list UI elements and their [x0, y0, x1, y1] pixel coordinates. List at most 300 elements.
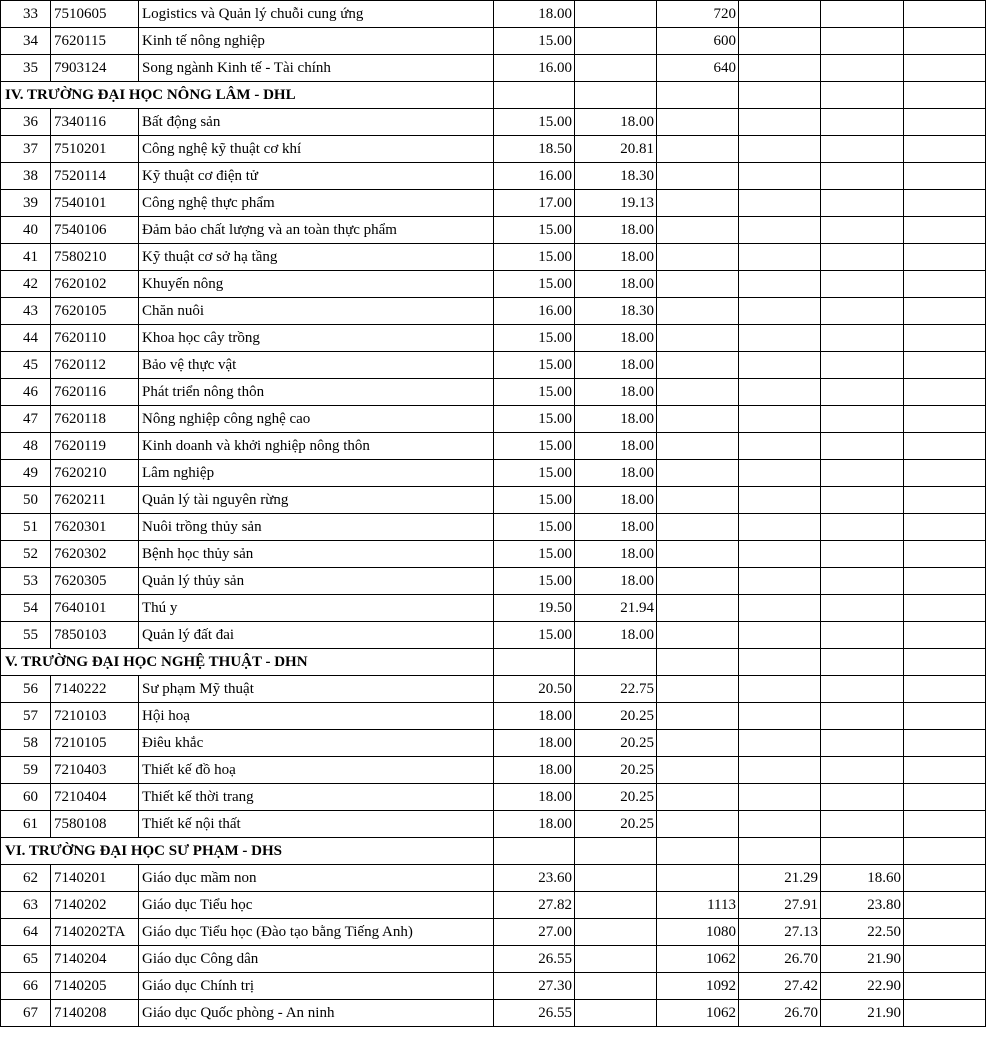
score-cell-1: 19.50 [494, 595, 575, 622]
major-code-cell: 7620102 [51, 271, 139, 298]
section-header-row [1, 838, 986, 865]
score-cell-2: 20.25 [575, 703, 657, 730]
score-cell-4 [739, 622, 821, 649]
score-cell-3 [657, 190, 739, 217]
empty-cell [494, 649, 575, 676]
empty-cell [575, 82, 657, 109]
score-cell-4: 26.70 [739, 1000, 821, 1027]
score-cell-3 [657, 541, 739, 568]
major-name-cell: Công nghệ kỹ thuật cơ khí [139, 136, 494, 163]
score-cell-4 [739, 703, 821, 730]
table-row [1, 757, 986, 784]
score-cell-4 [739, 757, 821, 784]
row-number-cell: 67 [1, 1000, 51, 1027]
score-cell-4 [739, 676, 821, 703]
major-code-cell: 7620119 [51, 433, 139, 460]
major-name-cell: Hội hoạ [139, 703, 494, 730]
score-cell-2: 18.00 [575, 433, 657, 460]
table-row [1, 379, 986, 406]
score-cell-3 [657, 487, 739, 514]
major-code-cell: 7850103 [51, 622, 139, 649]
major-code-cell: 7210105 [51, 730, 139, 757]
empty-cell [904, 649, 986, 676]
empty-cell [904, 595, 986, 622]
score-cell-1: 15.00 [494, 514, 575, 541]
major-name-cell: Chăn nuôi [139, 298, 494, 325]
table-row [1, 55, 986, 82]
score-cell-3 [657, 163, 739, 190]
table-row [1, 406, 986, 433]
score-cell-2: 20.81 [575, 136, 657, 163]
score-cell-4 [739, 460, 821, 487]
major-name-cell: Phát triển nông thôn [139, 379, 494, 406]
empty-cell [904, 676, 986, 703]
score-cell-4 [739, 811, 821, 838]
empty-cell [904, 406, 986, 433]
score-cell-1: 23.60 [494, 865, 575, 892]
section-title: V. TRƯỜNG ĐẠI HỌC NGHỆ THUẬT - DHN [1, 649, 494, 676]
score-cell-4 [739, 271, 821, 298]
empty-cell [904, 460, 986, 487]
empty-cell [904, 55, 986, 82]
empty-cell [904, 784, 986, 811]
empty-cell [904, 622, 986, 649]
major-code-cell: 7620118 [51, 406, 139, 433]
score-cell-3 [657, 109, 739, 136]
score-cell-2: 18.00 [575, 244, 657, 271]
major-code-cell: 7580108 [51, 811, 139, 838]
table-row [1, 163, 986, 190]
score-cell-3: 720 [657, 1, 739, 28]
score-cell-3 [657, 730, 739, 757]
score-cell-5 [821, 244, 904, 271]
score-cell-3 [657, 379, 739, 406]
score-cell-2: 19.13 [575, 190, 657, 217]
major-code-cell: 7140208 [51, 1000, 139, 1027]
score-cell-3: 1092 [657, 973, 739, 1000]
empty-cell [904, 541, 986, 568]
empty-cell [494, 82, 575, 109]
major-code-cell: 7210404 [51, 784, 139, 811]
score-cell-2: 18.00 [575, 568, 657, 595]
major-name-cell: Nuôi trồng thủy sản [139, 514, 494, 541]
row-number-cell: 49 [1, 460, 51, 487]
major-name-cell: Thiết kế đồ hoạ [139, 757, 494, 784]
major-name-cell: Sư phạm Mỹ thuật [139, 676, 494, 703]
score-cell-4 [739, 55, 821, 82]
major-name-cell: Bất động sản [139, 109, 494, 136]
empty-cell [904, 514, 986, 541]
score-cell-1: 16.00 [494, 298, 575, 325]
row-number-cell: 45 [1, 352, 51, 379]
score-cell-2: 18.00 [575, 352, 657, 379]
major-name-cell: Kỹ thuật cơ sở hạ tầng [139, 244, 494, 271]
score-cell-1: 15.00 [494, 568, 575, 595]
score-cell-5 [821, 55, 904, 82]
score-cell-5: 22.90 [821, 973, 904, 1000]
score-cell-2 [575, 28, 657, 55]
row-number-cell: 52 [1, 541, 51, 568]
score-cell-2 [575, 1000, 657, 1027]
empty-cell [904, 892, 986, 919]
empty-cell [904, 244, 986, 271]
score-cell-3 [657, 757, 739, 784]
score-cell-1: 15.00 [494, 271, 575, 298]
table-row [1, 352, 986, 379]
score-cell-5 [821, 163, 904, 190]
score-cell-2 [575, 55, 657, 82]
major-name-cell: Bảo vệ thực vật [139, 352, 494, 379]
score-cell-5 [821, 541, 904, 568]
score-cell-2 [575, 1, 657, 28]
major-code-cell: 7510605 [51, 1, 139, 28]
empty-cell [904, 568, 986, 595]
score-cell-1: 18.00 [494, 784, 575, 811]
score-cell-5 [821, 379, 904, 406]
score-cell-2 [575, 865, 657, 892]
major-name-cell: Quản lý thủy sản [139, 568, 494, 595]
major-name-cell: Giáo dục mầm non [139, 865, 494, 892]
score-cell-4: 27.42 [739, 973, 821, 1000]
row-number-cell: 55 [1, 622, 51, 649]
score-cell-2: 18.00 [575, 406, 657, 433]
row-number-cell: 64 [1, 919, 51, 946]
score-cell-1: 15.00 [494, 460, 575, 487]
score-cell-4 [739, 244, 821, 271]
score-cell-5: 22.50 [821, 919, 904, 946]
major-code-cell: 7580210 [51, 244, 139, 271]
score-cell-1: 16.00 [494, 163, 575, 190]
empty-cell [657, 649, 739, 676]
score-cell-2 [575, 946, 657, 973]
row-number-cell: 51 [1, 514, 51, 541]
major-code-cell: 7640101 [51, 595, 139, 622]
table-row [1, 190, 986, 217]
score-cell-3 [657, 217, 739, 244]
major-code-cell: 7140204 [51, 946, 139, 973]
empty-cell [904, 946, 986, 973]
major-name-cell: Quản lý tài nguyên rừng [139, 487, 494, 514]
score-cell-1: 15.00 [494, 406, 575, 433]
score-cell-2: 18.00 [575, 460, 657, 487]
table-row [1, 244, 986, 271]
major-code-cell: 7340116 [51, 109, 139, 136]
empty-cell [904, 973, 986, 1000]
major-code-cell: 7210103 [51, 703, 139, 730]
score-cell-3: 1062 [657, 1000, 739, 1027]
empty-cell [904, 82, 986, 109]
table-row [1, 109, 986, 136]
score-cell-1: 26.55 [494, 1000, 575, 1027]
score-cell-3 [657, 271, 739, 298]
score-cell-3: 1062 [657, 946, 739, 973]
score-cell-4 [739, 784, 821, 811]
major-name-cell: Giáo dục Quốc phòng - An ninh [139, 1000, 494, 1027]
score-cell-4 [739, 406, 821, 433]
row-number-cell: 40 [1, 217, 51, 244]
table-row [1, 325, 986, 352]
table-row [1, 541, 986, 568]
row-number-cell: 42 [1, 271, 51, 298]
empty-cell [739, 838, 821, 865]
major-code-cell: 7620302 [51, 541, 139, 568]
table-row [1, 487, 986, 514]
score-cell-4: 27.91 [739, 892, 821, 919]
score-cell-5: 23.80 [821, 892, 904, 919]
empty-cell [821, 82, 904, 109]
major-code-cell: 7620301 [51, 514, 139, 541]
score-cell-1: 15.00 [494, 622, 575, 649]
score-cell-2: 18.00 [575, 514, 657, 541]
score-cell-3 [657, 352, 739, 379]
major-name-cell: Khuyến nông [139, 271, 494, 298]
table-row [1, 622, 986, 649]
row-number-cell: 59 [1, 757, 51, 784]
score-cell-3: 1113 [657, 892, 739, 919]
score-cell-3 [657, 136, 739, 163]
row-number-cell: 53 [1, 568, 51, 595]
score-cell-3 [657, 406, 739, 433]
score-cell-3 [657, 622, 739, 649]
major-code-cell: 7140205 [51, 973, 139, 1000]
score-cell-1: 18.50 [494, 136, 575, 163]
table-row [1, 865, 986, 892]
table-row [1, 1, 986, 28]
score-cell-4 [739, 190, 821, 217]
empty-cell [904, 28, 986, 55]
major-name-cell: Nông nghiệp công nghệ cao [139, 406, 494, 433]
major-name-cell: Thiết kế thời trang [139, 784, 494, 811]
score-cell-5 [821, 784, 904, 811]
score-cell-1: 15.00 [494, 379, 575, 406]
empty-cell [904, 379, 986, 406]
score-cell-1: 15.00 [494, 217, 575, 244]
score-cell-5 [821, 703, 904, 730]
row-number-cell: 61 [1, 811, 51, 838]
score-cell-3 [657, 433, 739, 460]
score-cell-5 [821, 109, 904, 136]
score-cell-1: 15.00 [494, 352, 575, 379]
row-number-cell: 46 [1, 379, 51, 406]
score-cell-5 [821, 406, 904, 433]
score-cell-5 [821, 676, 904, 703]
row-number-cell: 44 [1, 325, 51, 352]
major-code-cell: 7540106 [51, 217, 139, 244]
major-code-cell: 7210403 [51, 757, 139, 784]
score-cell-1: 15.00 [494, 541, 575, 568]
row-number-cell: 41 [1, 244, 51, 271]
empty-cell [657, 838, 739, 865]
major-name-cell: Giáo dục Công dân [139, 946, 494, 973]
score-cell-1: 17.00 [494, 190, 575, 217]
score-cell-3 [657, 676, 739, 703]
row-number-cell: 37 [1, 136, 51, 163]
score-cell-5 [821, 325, 904, 352]
score-cell-2: 20.25 [575, 811, 657, 838]
row-number-cell: 39 [1, 190, 51, 217]
score-cell-1: 15.00 [494, 325, 575, 352]
major-name-cell: Kinh tế nông nghiệp [139, 28, 494, 55]
major-code-cell: 7140201 [51, 865, 139, 892]
empty-cell [904, 919, 986, 946]
score-cell-3 [657, 568, 739, 595]
major-name-cell: Bệnh học thủy sản [139, 541, 494, 568]
score-cell-1: 27.00 [494, 919, 575, 946]
score-cell-3 [657, 244, 739, 271]
section-header-row [1, 82, 986, 109]
table-row [1, 1000, 986, 1027]
row-number-cell: 56 [1, 676, 51, 703]
empty-cell [739, 82, 821, 109]
table-row [1, 514, 986, 541]
table-body [1, 1, 986, 1027]
table-row [1, 811, 986, 838]
major-code-cell: 7620211 [51, 487, 139, 514]
row-number-cell: 50 [1, 487, 51, 514]
score-cell-5 [821, 271, 904, 298]
major-name-cell: Giáo dục Tiểu học [139, 892, 494, 919]
table-row [1, 973, 986, 1000]
score-cell-2 [575, 973, 657, 1000]
empty-cell [904, 352, 986, 379]
major-name-cell: Đảm bảo chất lượng và an toàn thực phẩm [139, 217, 494, 244]
major-name-cell: Song ngành Kinh tế - Tài chính [139, 55, 494, 82]
empty-cell [904, 271, 986, 298]
empty-cell [904, 433, 986, 460]
major-name-cell: Giáo dục Chính trị [139, 973, 494, 1000]
major-code-cell: 7620305 [51, 568, 139, 595]
score-cell-1: 16.00 [494, 55, 575, 82]
major-code-cell: 7140222 [51, 676, 139, 703]
score-cell-2: 18.00 [575, 487, 657, 514]
score-cell-5 [821, 514, 904, 541]
empty-cell [904, 217, 986, 244]
major-code-cell: 7540101 [51, 190, 139, 217]
score-cell-3 [657, 514, 739, 541]
score-cell-5 [821, 136, 904, 163]
major-name-cell: Lâm nghiệp [139, 460, 494, 487]
score-cell-2: 18.00 [575, 541, 657, 568]
score-cell-4 [739, 595, 821, 622]
score-cell-3: 640 [657, 55, 739, 82]
section-header-row [1, 649, 986, 676]
score-cell-1: 18.00 [494, 1, 575, 28]
score-cell-1: 18.00 [494, 730, 575, 757]
table-row [1, 136, 986, 163]
empty-cell [904, 757, 986, 784]
table-row [1, 784, 986, 811]
score-cell-5 [821, 595, 904, 622]
score-cell-4 [739, 163, 821, 190]
score-cell-5 [821, 811, 904, 838]
score-cell-5 [821, 28, 904, 55]
major-code-cell: 7620112 [51, 352, 139, 379]
major-name-cell: Thú y [139, 595, 494, 622]
score-cell-2: 18.30 [575, 163, 657, 190]
empty-cell [904, 838, 986, 865]
score-cell-4 [739, 1, 821, 28]
table-row [1, 676, 986, 703]
score-cell-3 [657, 298, 739, 325]
score-cell-4 [739, 109, 821, 136]
table-row [1, 946, 986, 973]
major-name-cell: Thiết kế nội thất [139, 811, 494, 838]
score-cell-3 [657, 703, 739, 730]
score-cell-3: 600 [657, 28, 739, 55]
major-name-cell: Điêu khắc [139, 730, 494, 757]
section-title: IV. TRƯỜNG ĐẠI HỌC NÔNG LÂM - DHL [1, 82, 494, 109]
score-cell-4 [739, 433, 821, 460]
score-cell-5 [821, 217, 904, 244]
score-cell-4 [739, 541, 821, 568]
empty-cell [904, 163, 986, 190]
table-row [1, 595, 986, 622]
score-cell-1: 15.00 [494, 487, 575, 514]
empty-cell [904, 703, 986, 730]
score-cell-3 [657, 784, 739, 811]
score-cell-3 [657, 595, 739, 622]
score-cell-5 [821, 757, 904, 784]
section-title: VI. TRƯỜNG ĐẠI HỌC SƯ PHẠM - DHS [1, 838, 494, 865]
score-cell-4 [739, 136, 821, 163]
score-cell-1: 27.30 [494, 973, 575, 1000]
major-code-cell: 7620110 [51, 325, 139, 352]
score-cell-5 [821, 487, 904, 514]
score-cell-4 [739, 28, 821, 55]
empty-cell [904, 325, 986, 352]
table-row [1, 298, 986, 325]
row-number-cell: 43 [1, 298, 51, 325]
row-number-cell: 47 [1, 406, 51, 433]
score-cell-4 [739, 298, 821, 325]
score-cell-5 [821, 622, 904, 649]
score-cell-5 [821, 568, 904, 595]
empty-cell [904, 730, 986, 757]
table-row [1, 703, 986, 730]
score-cell-1: 15.00 [494, 28, 575, 55]
score-cell-2: 18.30 [575, 298, 657, 325]
empty-cell [575, 838, 657, 865]
score-cell-5 [821, 730, 904, 757]
row-number-cell: 65 [1, 946, 51, 973]
table-row [1, 892, 986, 919]
score-cell-4 [739, 379, 821, 406]
table-row [1, 730, 986, 757]
row-number-cell: 63 [1, 892, 51, 919]
empty-cell [904, 136, 986, 163]
row-number-cell: 54 [1, 595, 51, 622]
score-cell-5: 21.90 [821, 1000, 904, 1027]
row-number-cell: 36 [1, 109, 51, 136]
table-row [1, 460, 986, 487]
score-cell-2: 18.00 [575, 379, 657, 406]
score-cell-2: 21.94 [575, 595, 657, 622]
score-cell-4 [739, 352, 821, 379]
empty-cell [821, 649, 904, 676]
score-cell-4 [739, 487, 821, 514]
empty-cell [821, 838, 904, 865]
empty-cell [575, 649, 657, 676]
score-cell-2: 18.00 [575, 271, 657, 298]
score-cell-2: 20.25 [575, 784, 657, 811]
score-cell-5 [821, 460, 904, 487]
score-cell-5 [821, 190, 904, 217]
score-cell-3 [657, 460, 739, 487]
score-cell-4 [739, 325, 821, 352]
score-cell-2: 18.00 [575, 325, 657, 352]
score-cell-3 [657, 865, 739, 892]
score-cell-2 [575, 892, 657, 919]
